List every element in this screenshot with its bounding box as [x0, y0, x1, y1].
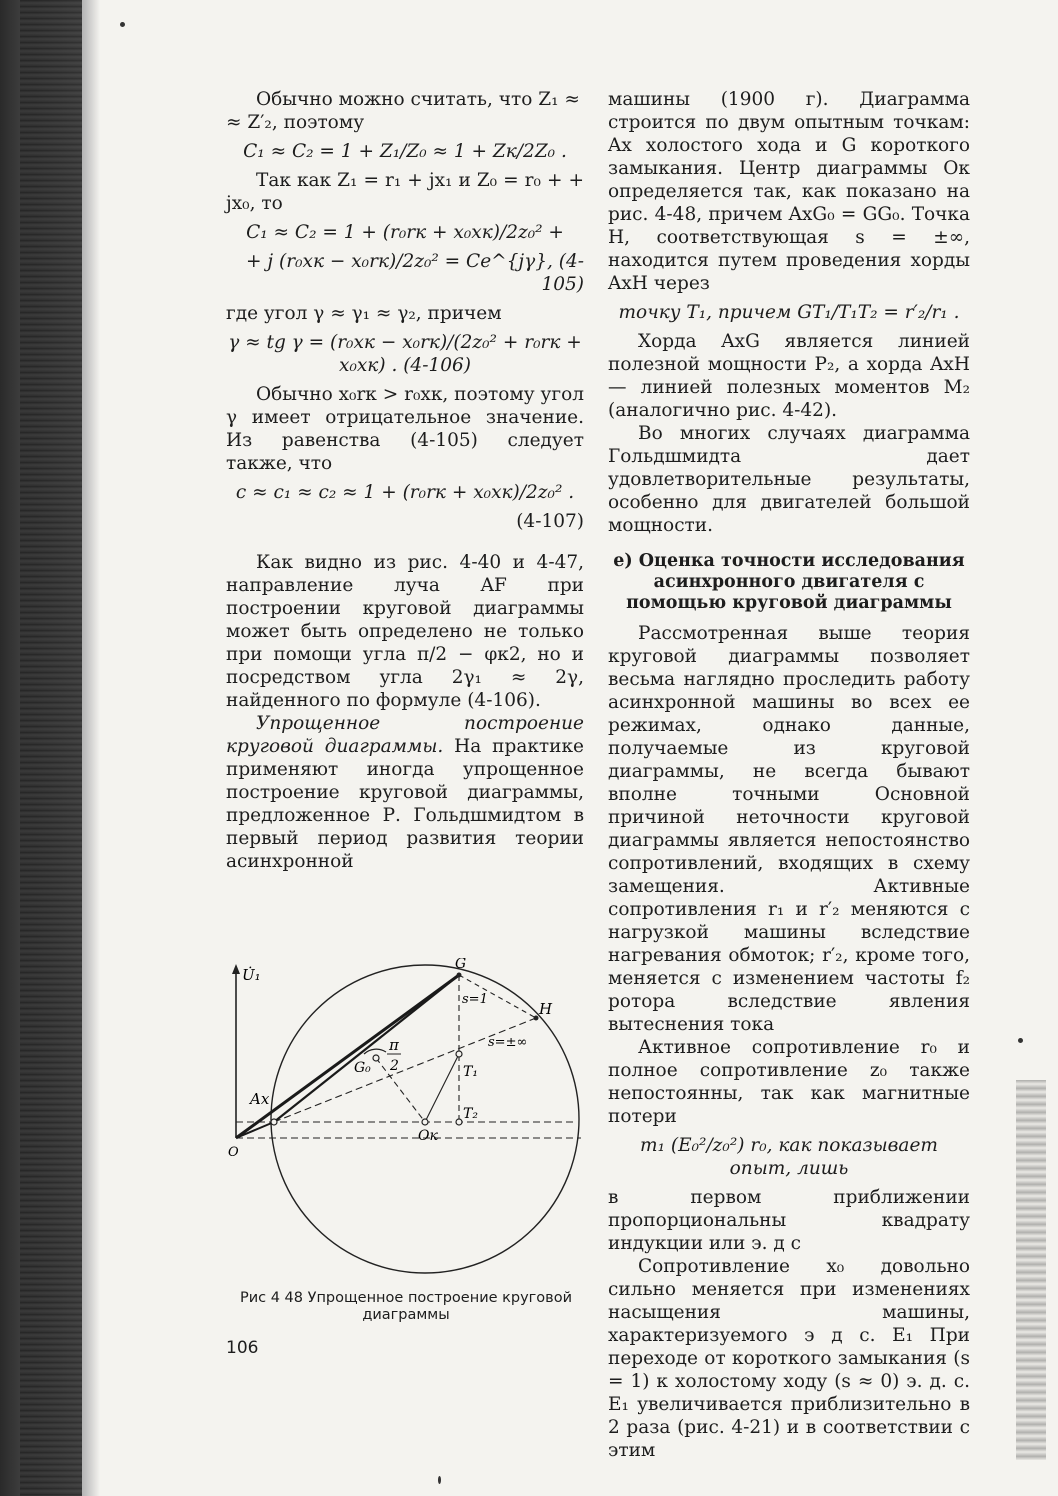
- left-paragraph: На практике применяют иногда упрощенное построение круговой диаграммы, предложенное Р. Гольдшмидтом в первый период развития теории асинхронной: [226, 736, 585, 872]
- point-ok: [422, 1119, 428, 1125]
- point-g0: [373, 1055, 379, 1061]
- scan-speck: [438, 1476, 441, 1484]
- right-paragraph: Рассмотренная выше теория круговой диаграммы позволяет весьма наглядно проследить работу асинхронной машины во всех ее режимах, однако данные, получаемые из круговой диаграммы, не всегда бывают вполне точными Основной причиной неточности круговой диаграммы является непостоянство сопротивлений, входящих в схему замещения. Активные сопротивления r₁ и r′₂ меняются с нагрузкой машины вследствие нагревания обмоток; r′₂, кроме того, меняется с изменением частоты f₂ ротора вследствие явления вытеснения тока: [608, 623, 970, 1035]
- ok-t1-line: [425, 1054, 459, 1122]
- label-two: 2: [390, 1058, 399, 1074]
- left-paragraph: Так как Z₁ = r₁ + jx₁ и Z₀ = r₀ + + jx₀, то: [226, 170, 584, 214]
- right-paragraph: машины (1900 г). Диаграмма строится по двум опытным точкам: Aх холостого хода и G короткого замыкания. Центр диаграммы Oк определяется так, как показано на рис. 4-48, причем AхG₀ = GG₀. Точка H, соответствующая s = ±∞, находится путем проведения хорды AхH через: [608, 89, 970, 294]
- label-g0: G₀: [354, 1060, 371, 1076]
- scan-speck: [1018, 1038, 1023, 1043]
- circle-diagram-figure: [226, 958, 586, 1288]
- formula: c ≈ c₁ ≈ c₂ ≈ 1 + (r₀rк + x₀xк)/2z₀² .: [235, 482, 575, 503]
- right-paragraph: Активное сопротивление r₀ и полное сопротивление z₀ также непостоянны, так как магнитные потери: [608, 1037, 970, 1127]
- label-ax: Aх: [250, 1090, 270, 1108]
- chord-ax-g: [274, 975, 459, 1122]
- book-spine-scan: [20, 0, 82, 1496]
- label-t1: T₁: [463, 1064, 478, 1080]
- label-ok: Oк: [418, 1128, 438, 1144]
- g0-ok-line: [376, 1058, 425, 1122]
- left-paragraph: где угол γ ≈ γ₁ ≈ γ₂, причем: [226, 303, 502, 324]
- formula: m₁ (E₀²/z₀²) r₀, как показывает опыт, лишь: [640, 1135, 938, 1179]
- point-g: [457, 973, 462, 978]
- right-column: [608, 88, 970, 1462]
- scan-speck: [120, 22, 125, 27]
- right-paragraph: Во многих случаях диаграмма Гольдшмидта дает удовлетворительные результаты, особенно для двигателей большой мощности.: [608, 423, 970, 536]
- left-paragraph: Как видно из рис. 4-40 и 4-47, направление луча AF при построении круговой диаграммы может быть определено не только при помощи угла π/2 − φк2, но и посредством угла 2γ₁ ≈ 2γ, найденного по формуле (4-106).: [226, 552, 584, 711]
- scan-edge-noise: [1016, 1080, 1046, 1460]
- label-g: G: [455, 958, 467, 972]
- line-o-g: [236, 975, 459, 1138]
- point-t1: [456, 1051, 462, 1057]
- section-heading: е) Оценка точности исследования асинхронного двигателя с помощью круговой диаграммы: [613, 551, 965, 613]
- right-paragraph: в первом приближении пропорциональны квадрату индукции или э. д с: [608, 1187, 970, 1254]
- subsection-title: Упрощенное построение круговой диаграммы.: [226, 713, 584, 757]
- angle-arc: [364, 1049, 386, 1054]
- label-o: O: [228, 1145, 239, 1160]
- formula: C₁ ≈ C₂ = 1 + Z₁/Z₀ ≈ 1 + Zк/2Z₀ .: [243, 141, 567, 162]
- label-s1: s=1: [462, 992, 488, 1007]
- left-paragraph: Обычно можно считать, что Z₁ ≈: [256, 89, 580, 110]
- point-t2: [456, 1119, 462, 1125]
- left-paragraph: Обычно x₀rк > r₀xк, поэтому угол γ имеет отрицательное значение. Из равенства (4-105) следует также, что: [226, 384, 584, 474]
- figure-caption: Рис 4 48 Упрощенное построение круговой диаграммы: [239, 1290, 573, 1323]
- page-number: 106: [226, 1338, 259, 1358]
- left-column: [226, 88, 584, 873]
- formula: точку T₁, причем GT₁/T₁T₂ = r′₂/r₁ .: [618, 302, 960, 323]
- equation-number: (4-107): [516, 511, 584, 532]
- label-h: H: [539, 1000, 553, 1018]
- axis-arrowhead-icon: [232, 964, 240, 974]
- right-paragraph: Хорда AхG является линией полезной мощности P₂, а хорда AхH — линией полезных моментов M₂ (аналогично рис. 4-42).: [608, 331, 970, 421]
- right-paragraph: Сопротивление x₀ довольно сильно меняется при изменениях насыщения машины, характеризуемого э д с. E₁ При переходе от короткого замыкания (s = 1) к холостому ходу (s ≈ 0) э. д. с. E₁ увеличивается приблизительно в 2 раза (рис. 4-21) и в соответствии с этим: [608, 1256, 970, 1461]
- label-t2: T₂: [463, 1106, 478, 1122]
- formula: γ ≈ tg γ = (r₀xк − x₀rк)/(2z₀² + r₀rк + x₀xк) . (4-106): [228, 332, 582, 376]
- formula: + j (r₀xк − x₀rк)/2z₀² = Ce^{jγ}, (4-105): [246, 251, 584, 295]
- left-paragraph: ≈ Z′₂, поэтому: [226, 112, 365, 133]
- point-h: [534, 1016, 539, 1021]
- formula: C₁ ≈ C₂ = 1 + (r₀rк + x₀xк)/2z₀² +: [246, 222, 564, 243]
- circle-diagram-svg: [226, 958, 586, 1288]
- label-sinf: s=±∞: [488, 1035, 528, 1050]
- label-u1: U̇₁: [242, 966, 261, 984]
- chord-ax-h: [274, 1018, 536, 1122]
- point-ax: [271, 1119, 277, 1125]
- label-pi: π: [389, 1036, 399, 1054]
